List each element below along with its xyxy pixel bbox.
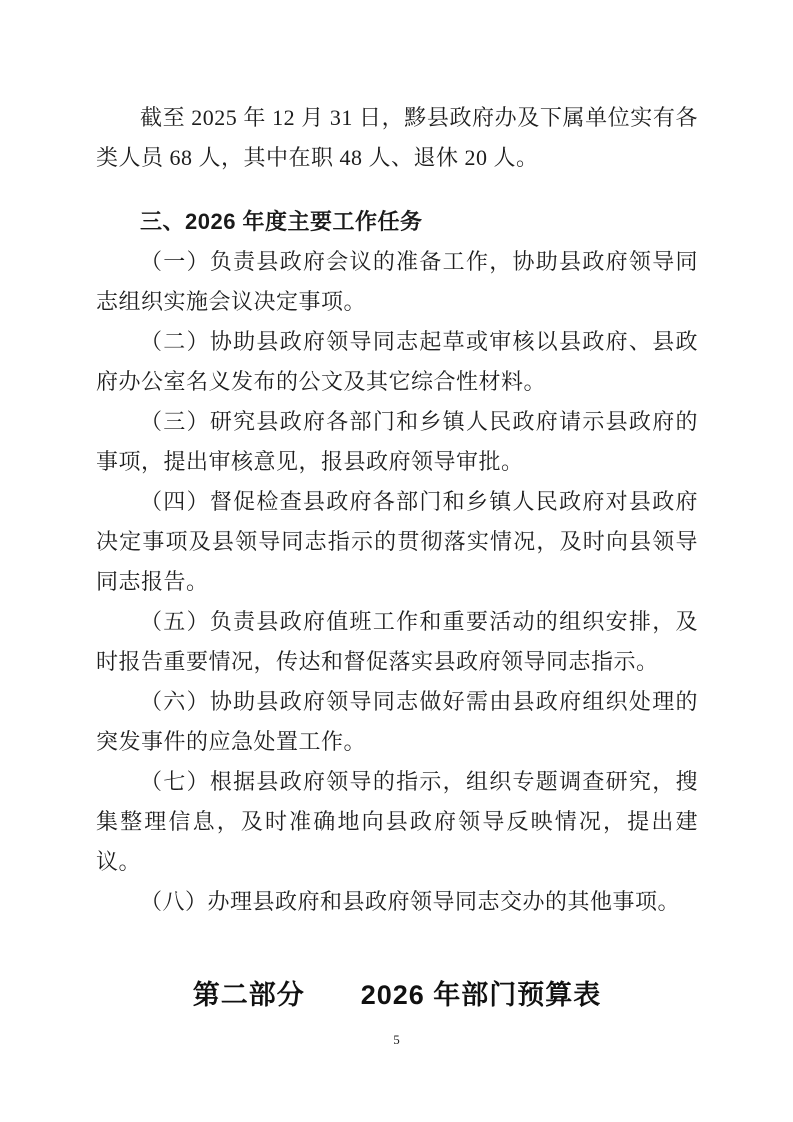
task-item-3: （三）研究县政府各部门和乡镇人民政府请示县政府的事项，提出审核意见，报县政府领导审批。	[96, 409, 698, 474]
section-heading: 三、2026 年度主要工作任务	[140, 209, 423, 234]
page-number: 5	[393, 1032, 400, 1047]
task-item-2: （二）协助县政府领导同志起草或审核以县政府、县政府办公室名义发布的公文及其它综合性材料。	[96, 329, 698, 394]
intro-paragraph: 截至 2025 年 12 月 31 日，黟县政府办及下属单位实有各类人员 68 人，其中在职 48 人、退休 20 人。	[96, 105, 698, 170]
task-item-6: （六）协助县政府领导同志做好需由县政府组织处理的突发事件的应急处置工作。	[96, 689, 698, 754]
task-item-5: （五）负责县政府值班工作和重要活动的组织安排，及时报告重要情况，传达和督促落实县政府领导同志指示。	[96, 609, 698, 674]
task-item-1: （一）负责县政府会议的准备工作，协助县政府领导同志组织实施会议决定事项。	[96, 249, 698, 314]
task-item-7: （七）根据县政府领导的指示，组织专题调查研究，搜集整理信息，及时准确地向县政府领导反映情况，提出建议。	[96, 769, 698, 874]
task-item-4: （四）督促检查县政府各部门和乡镇人民政府对县政府决定事项及县领导同志指示的贯彻落实情况，及时向县领导同志报告。	[96, 489, 698, 594]
task-item-8: （八）办理县政府和县政府领导同志交办的其他事项。	[140, 889, 681, 914]
page-footer	[0, 1032, 793, 1048]
part-heading: 第二部分 2026 年部门预算表	[192, 980, 602, 1010]
document-content	[96, 98, 698, 1016]
